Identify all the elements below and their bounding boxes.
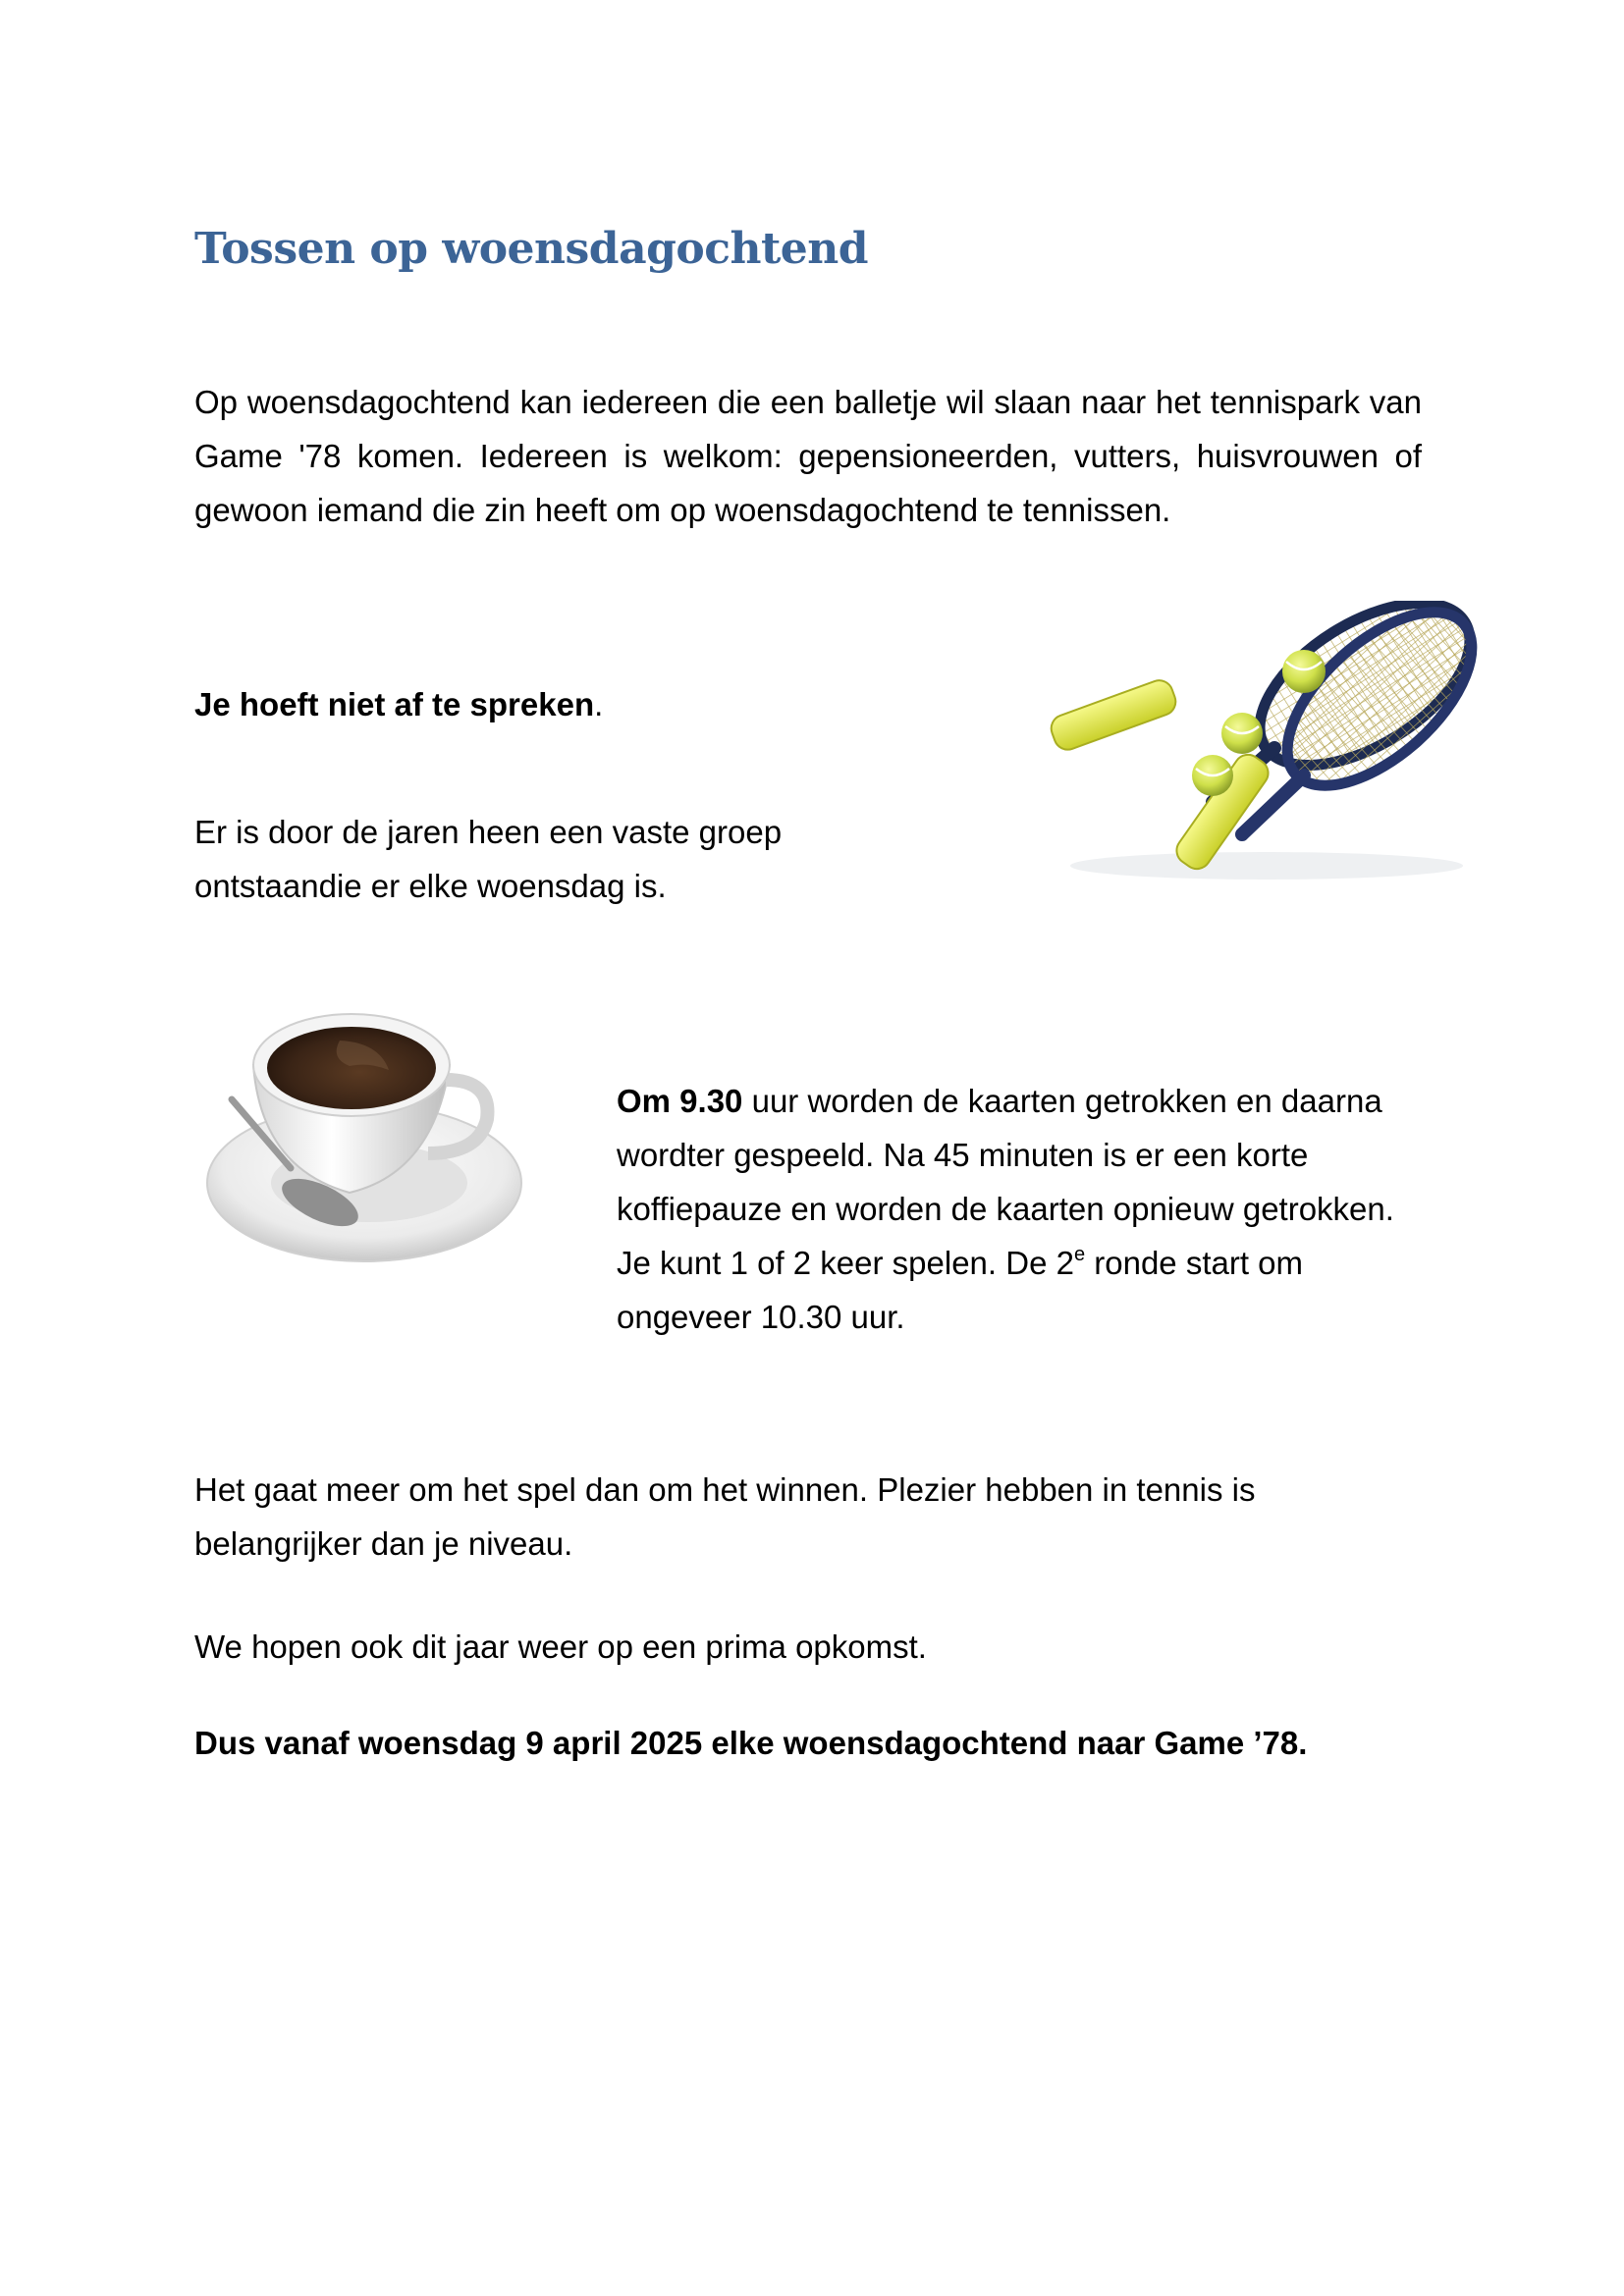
tennis-rackets-icon xyxy=(1041,601,1492,885)
game-paragraph: Het gaat meer om het spel dan om het winnen. Plezier hebben in tennis is belangrijker dan je niveau. xyxy=(194,1471,1256,1562)
schedule-text-2: ronde start om ongeveer 10.30 uur. xyxy=(617,1245,1304,1335)
intro-paragraph: Op woensdagochtend kan iedereen die een balletje wil slaan naar het tennispark van Game '78 komen. Iedereen is welkom: gepensioneerden, vutters, huisvrouwen of gewoon iemand die zin heeft om op woensdagochtend te tennissen. xyxy=(194,384,1422,528)
hope-paragraph: We hopen ook dit jaar weer op een prima opkomst. xyxy=(194,1629,927,1665)
no-appointment-bold: Je hoeft niet af te spreken xyxy=(194,686,595,722)
schedule-text-1: uur worden de kaarten getrokken en daarna wordter gespeeld. Na 45 minuten is er een korte koffiepauze en worden de kaarten opnieuw getrokken. Je kunt 1 of 2 keer spelen. De 2 xyxy=(617,1083,1394,1281)
group-paragraph xyxy=(194,805,882,913)
schedule-time-bold: Om 9.30 xyxy=(617,1083,743,1119)
group-line-1: Er is door de jaren heen een vaste groep xyxy=(194,814,783,850)
closing-bold: Dus vanaf woensdag 9 april 2025 elke woensdagochtend naar Game ’78. xyxy=(194,1725,1308,1761)
page-title: Tossen op woensdagochtend xyxy=(194,224,869,274)
schedule-superscript: e xyxy=(1073,1244,1086,1265)
coffee-cup-icon xyxy=(192,972,526,1276)
schedule-paragraph xyxy=(617,1074,1422,1344)
group-line-2: ontstaandie er elke woensdag is. xyxy=(194,868,667,904)
closing-paragraph xyxy=(194,1716,1307,1770)
no-appointment-paragraph xyxy=(194,677,603,731)
no-appointment-end: . xyxy=(594,686,604,722)
